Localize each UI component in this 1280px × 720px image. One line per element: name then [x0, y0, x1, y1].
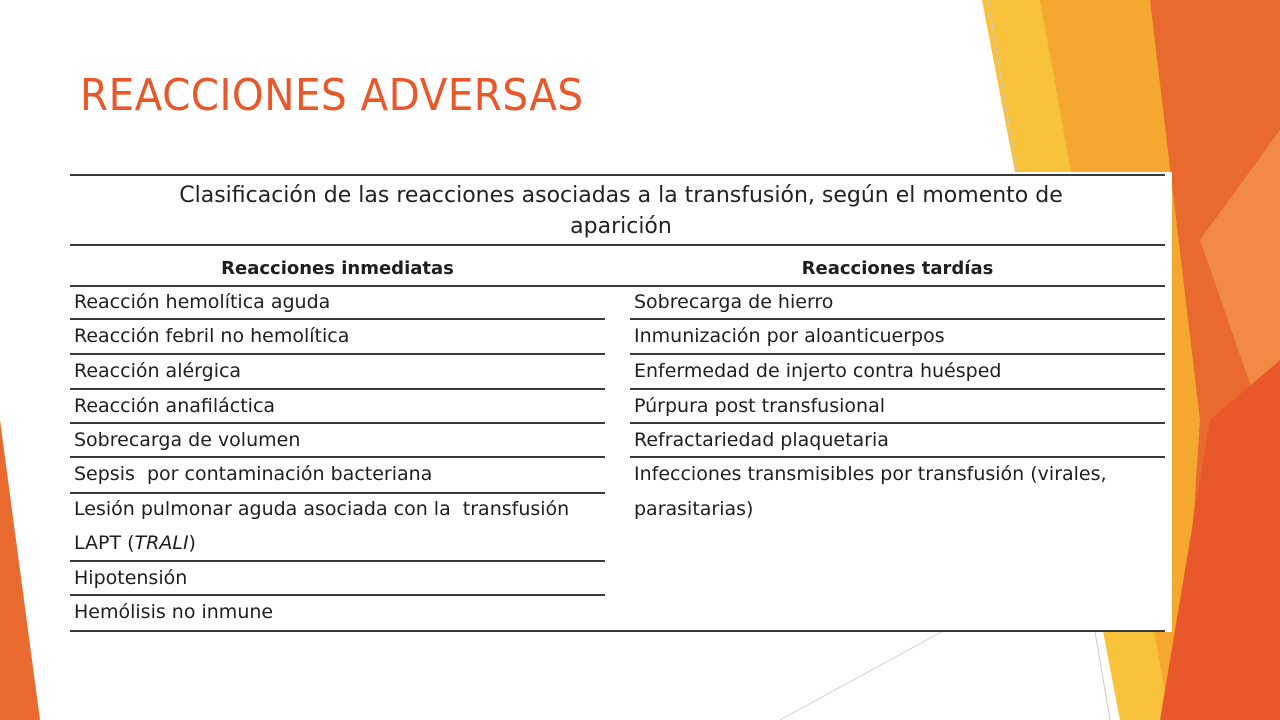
classification-table — [70, 172, 1172, 632]
immediate-row-3: Reacción alérgica — [74, 360, 242, 382]
right-row-rule-3 — [630, 388, 1165, 390]
late-row-3: Enfermedad de injerto contra huésped — [634, 360, 1002, 382]
left-row-rule-5 — [70, 456, 605, 458]
late-row-6-continued: parasitarias) — [634, 498, 754, 520]
header-bottom-rule — [70, 285, 1165, 287]
immediate-row-5: Sobrecarga de volumen — [74, 429, 301, 451]
header-late: Reacciones tardías — [801, 258, 994, 279]
late-row-5: Refractariedad plaquetaria — [634, 429, 889, 451]
right-row-rule-5 — [630, 456, 1165, 458]
header-immediate: Reacciones inmediatas — [221, 258, 454, 279]
left-orange-ribbon — [0, 420, 40, 720]
immediate-row-9: Hemólisis no inmune — [74, 601, 274, 623]
left-row-rule-2 — [70, 353, 605, 355]
slide-title: REACCIONES ADVERSAS — [80, 70, 584, 121]
left-row-rule-7 — [70, 560, 605, 562]
right-row-rule-4 — [630, 422, 1165, 424]
late-row-6: Infecciones transmisibles por transfusión (virales, — [634, 463, 1107, 485]
table-bottom-rule — [70, 630, 1165, 632]
lapt-suffix: ) — [188, 532, 196, 554]
immediate-row-4: Reacción anafiláctica — [74, 395, 276, 417]
left-row-rule-4 — [70, 422, 605, 424]
right-row-rule-2 — [630, 353, 1165, 355]
immediate-row-2: Reacción febril no hemolítica — [74, 325, 350, 347]
late-row-2: Inmunización por aloanticuerpos — [634, 325, 945, 347]
table-caption-line-1: Clasificación de las reacciones asociadas a la transfusión, según el momento de — [179, 183, 1063, 208]
immediate-row-7-continued — [74, 531, 196, 555]
immediate-row-1: Reacción hemolítica aguda — [74, 291, 331, 313]
lapt-prefix: LAPT ( — [74, 532, 135, 554]
left-row-rule-8 — [70, 594, 605, 596]
late-row-4: Púrpura post transfusional — [634, 395, 885, 417]
right-row-rule-1 — [630, 318, 1165, 320]
table-caption-line-2: aparición — [570, 214, 672, 239]
immediate-row-7: Lesión pulmonar aguda asociada con la transfusión — [74, 498, 570, 520]
caption-bottom-rule — [70, 244, 1165, 246]
left-row-rule-3 — [70, 388, 605, 390]
table-top-rule — [70, 174, 1165, 176]
left-row-rule-6 — [70, 492, 605, 494]
trali-italic: TRALI — [134, 532, 189, 554]
immediate-row-8: Hipotensión — [74, 567, 188, 589]
immediate-row-6: Sepsis por contaminación bacteriana — [74, 463, 433, 485]
late-row-1: Sobrecarga de hierro — [634, 291, 834, 313]
left-row-rule-1 — [70, 318, 605, 320]
